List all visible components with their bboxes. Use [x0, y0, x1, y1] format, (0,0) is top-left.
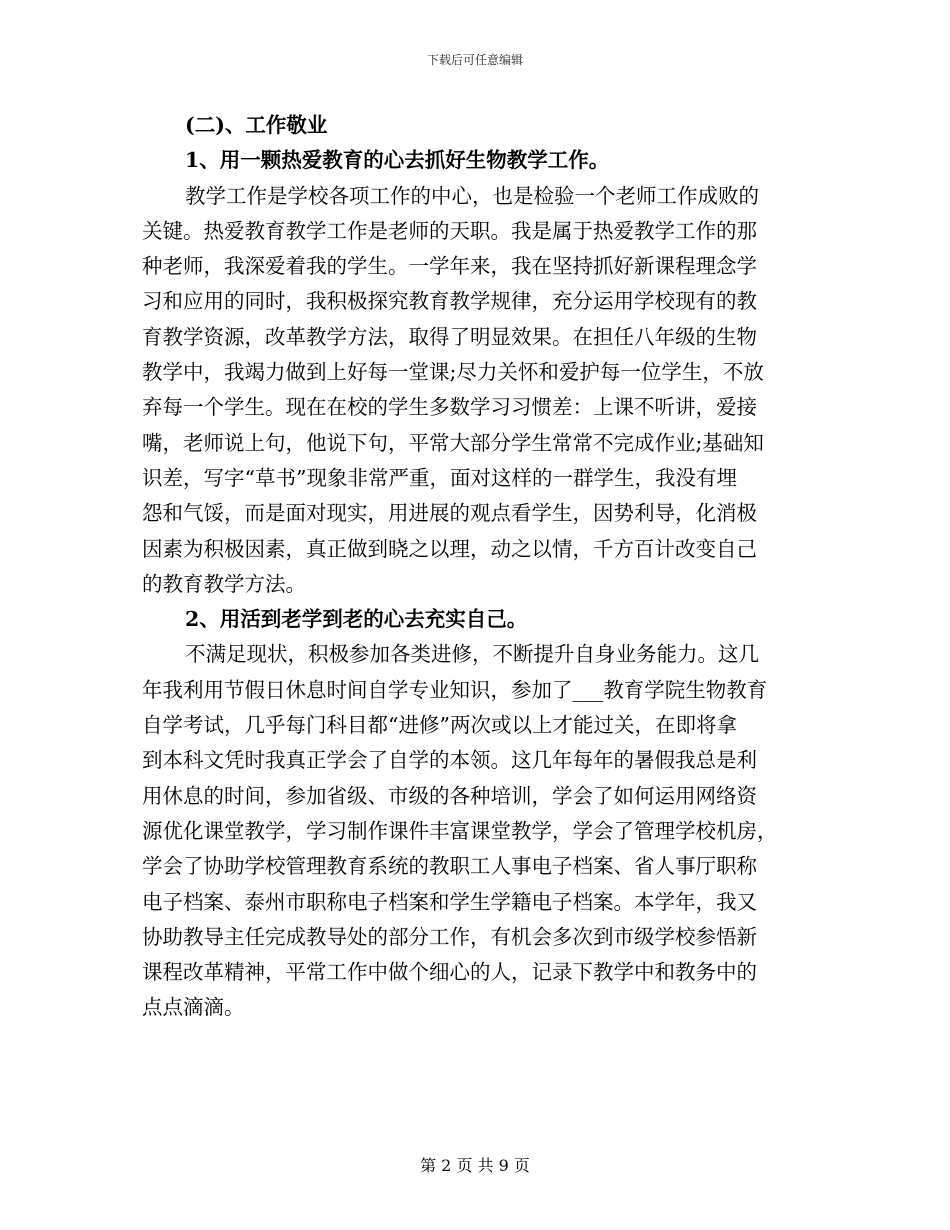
- paragraph-line: 嘴，老师说上句，他说下句，平常大部分学生常常不完成作业;基础知: [142, 430, 764, 455]
- paragraph-line: 课程改革精神，平常工作中做个细心的人，记录下教学中和教务中的: [142, 960, 757, 985]
- paragraph-line: 怨和气馁，而是面对现实，用进展的观点看学生，因势利导，化消极: [142, 501, 757, 526]
- paragraph-line: 关键。热爱教育教学工作是老师的天职。我是属于热爱教学工作的那: [142, 218, 757, 243]
- paragraph-line: 源优化课堂教学，学习制作课件丰富课堂教学，学会了管理学校机房，: [142, 818, 778, 843]
- paragraph-line: 用休息的时间，参加省级、市级的各种培训，学会了如何运用网络资: [142, 783, 757, 808]
- paragraph-line: 到本科文凭时我真正学会了自学的本领。这几年每年的暑假我总是利: [142, 748, 757, 773]
- paragraph-line: 弃每一个学生。现在在校的学生多数学习习惯差：上课不听讲，爱接: [142, 395, 757, 420]
- section-title: (二)、工作敬业: [185, 113, 328, 137]
- paragraph-2: [142, 637, 810, 1025]
- paragraph-line: 电子档案、泰州市职称电子档案和学生学籍电子档案。本学年，我又: [142, 889, 757, 914]
- paragraph-line: 年我利用节假日休息时间自学专业知识，参加了___教育学院生物教育: [142, 677, 768, 702]
- subsection-title-1: 1、用一颗热爱教育的心去抓好生物教学工作。: [185, 148, 610, 173]
- paragraph-line: 点点滴滴。: [142, 995, 245, 1020]
- paragraph-line: 教学工作是学校各项工作的中心，也是检验一个老师工作成败的: [185, 183, 759, 208]
- paragraph-line: 种老师，我深爱着我的学生。一学年来，我在坚持抓好新课程理念学: [142, 254, 757, 279]
- paragraph-1: [142, 179, 810, 603]
- paragraph-line: 学会了协助学校管理教育系统的教职工人事电子档案、省人事厅职称: [142, 854, 757, 879]
- paragraph-line: 因素为积极因素，真正做到晓之以理，动之以情，千方百计改变自己: [142, 536, 757, 561]
- document-body: [142, 108, 810, 1026]
- subsection-title-2: 2、用活到老学到老的心去充实自己。: [185, 607, 528, 632]
- paragraph-line: 识差，写字“草书”现象非常严重，面对这样的一群学生，我没有埋: [142, 465, 737, 490]
- paragraph-line: 习和应用的同时，我积极探究教育教学规律，充分运用学校现有的教: [142, 289, 757, 314]
- paragraph-line: 自学考试，几乎每门科目都“进修”两次或以上才能过关，在即将拿: [142, 713, 737, 738]
- paragraph-line: 的教育教学方法。: [142, 571, 306, 596]
- paragraph-line: 协助教导主任完成教导处的部分工作，有机会多次到市级学校参悟新: [142, 924, 757, 949]
- paragraph-line: 育教学资源，改革教学方法，取得了明显效果。在担任八年级的生物: [142, 324, 757, 349]
- paragraph-line: 教学中，我竭力做到上好每一堂课;尽力关怀和爱护每一位学生，不放: [142, 360, 764, 385]
- paragraph-line: 不满足现状，积极参加各类进修，不断提升自身业务能力。这几: [185, 642, 759, 667]
- page-number: 第 2 页 共 9 页: [420, 1156, 530, 1175]
- page-header-note: 下载后可任意编辑: [426, 53, 523, 67]
